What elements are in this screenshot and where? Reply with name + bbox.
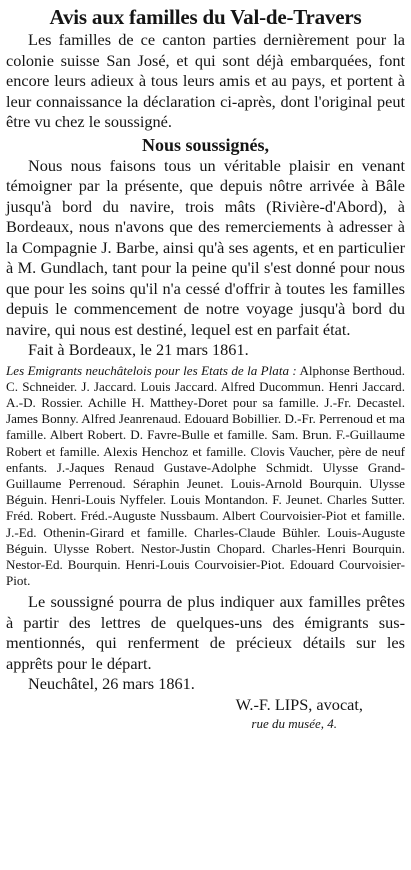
declaration-heading: Nous soussignés, [141, 134, 270, 155]
closing-paragraph: Le soussigné pourra de plus indiquer aux familles prêtes à partir des lettres de quelques-uns des émigrants sus-mentionnés, qui renferment de précieux détails sur les apprêts pour le départ. [6, 592, 405, 673]
signers-list [6, 363, 405, 590]
bordeaux-date-line: Fait à Bordeaux, le 21 mars 1861. [28, 340, 249, 359]
declaration-paragraph: Nous nous faisons tous un véritable plaisir en venant témoigner par la présente, que depuis nôtre arrivée à Bâle jusqu'à bord du navire, trois mâts (Rivière-d'Abord), à Bordeaux, nous n'avons que des remerciements à adresser à la Compagnie J. Barbe, ainsi qu'à ses agents, et en particulier à M. Gundlach, tant pour la peine qu'il s'est donné pour nous que pour les soins qu'il n'a cessé d'offrir à toutes les familles depuis le commencement de notre voyage jusqu'à bord du navire, qui nous est destiné, lequel est en parfait état. [6, 155, 405, 339]
intro-paragraph: Les familles de ce canton parties dernièrement pour la colonie suisse San José, et qui sont déjà embarquées, font encore leurs adieux à tous leurs amis et au pays, et portent à leur connaissance la déclaration ci-après, dont l'original peut être vu chez le soussigné. [6, 30, 405, 131]
signers-lead: Les Emigrants neuchâtelois pour les Etats de la Plata : [6, 362, 297, 378]
neuchatel-date-line: Neuchâtel, 26 mars 1861. [28, 674, 195, 694]
notice-title: Avis aux familles du Val-de-Travers [49, 5, 362, 29]
signature-address: rue du musée, 4. [251, 716, 337, 732]
signature-name: W.-F. LIPS, avocat, [235, 694, 363, 714]
signers-names: Alphonse Berthoud. C. Schneider. J. Jaccard. Louis Jaccard. Alfred Ducommun. Henri Jaccard. A.-D. Rossier. Achille H. Matthey-Doret pour sa famille. J.-Fr. Decastel. James Bonny. Alfred Jeanrenaud. Edouard Bobillier. D.-Fr. Perrenoud et ma famille. Albert Robert. D. Favre-Bulle et famille. Sam. Brun. F.-Guillaume Robert et famille. Alexis Henchoz et famille. Clovis Vaucher, père de neuf enfants. J.-Jaques Renaud Gustave-Adolphe Schmidt. Ulysse Grand-Guillaume Perrenoud. Séraphin Jeunet. Louis-Arnold Bourquin. Ulysse Béguin. Henri-Louis Nyffeler. Louis Montandon. F. Jeunet. Charles Sutter. Fréd. Robert. Fréd.-Auguste Nussbaum. Albert Courvoisier-Piot et famille. J.-Ed. Othenin-Girard et famille. Charles-Claude Bühler. Louis-Auguste Béguin. Ulysse Robert. Nestor-Justin Chopard. Charles-Henri Bourquin. Nestor-Ed. Bourquin. Henri-Louis Courvoisier-Piot. Edouard Courvoisier-Piot. [6, 362, 406, 589]
